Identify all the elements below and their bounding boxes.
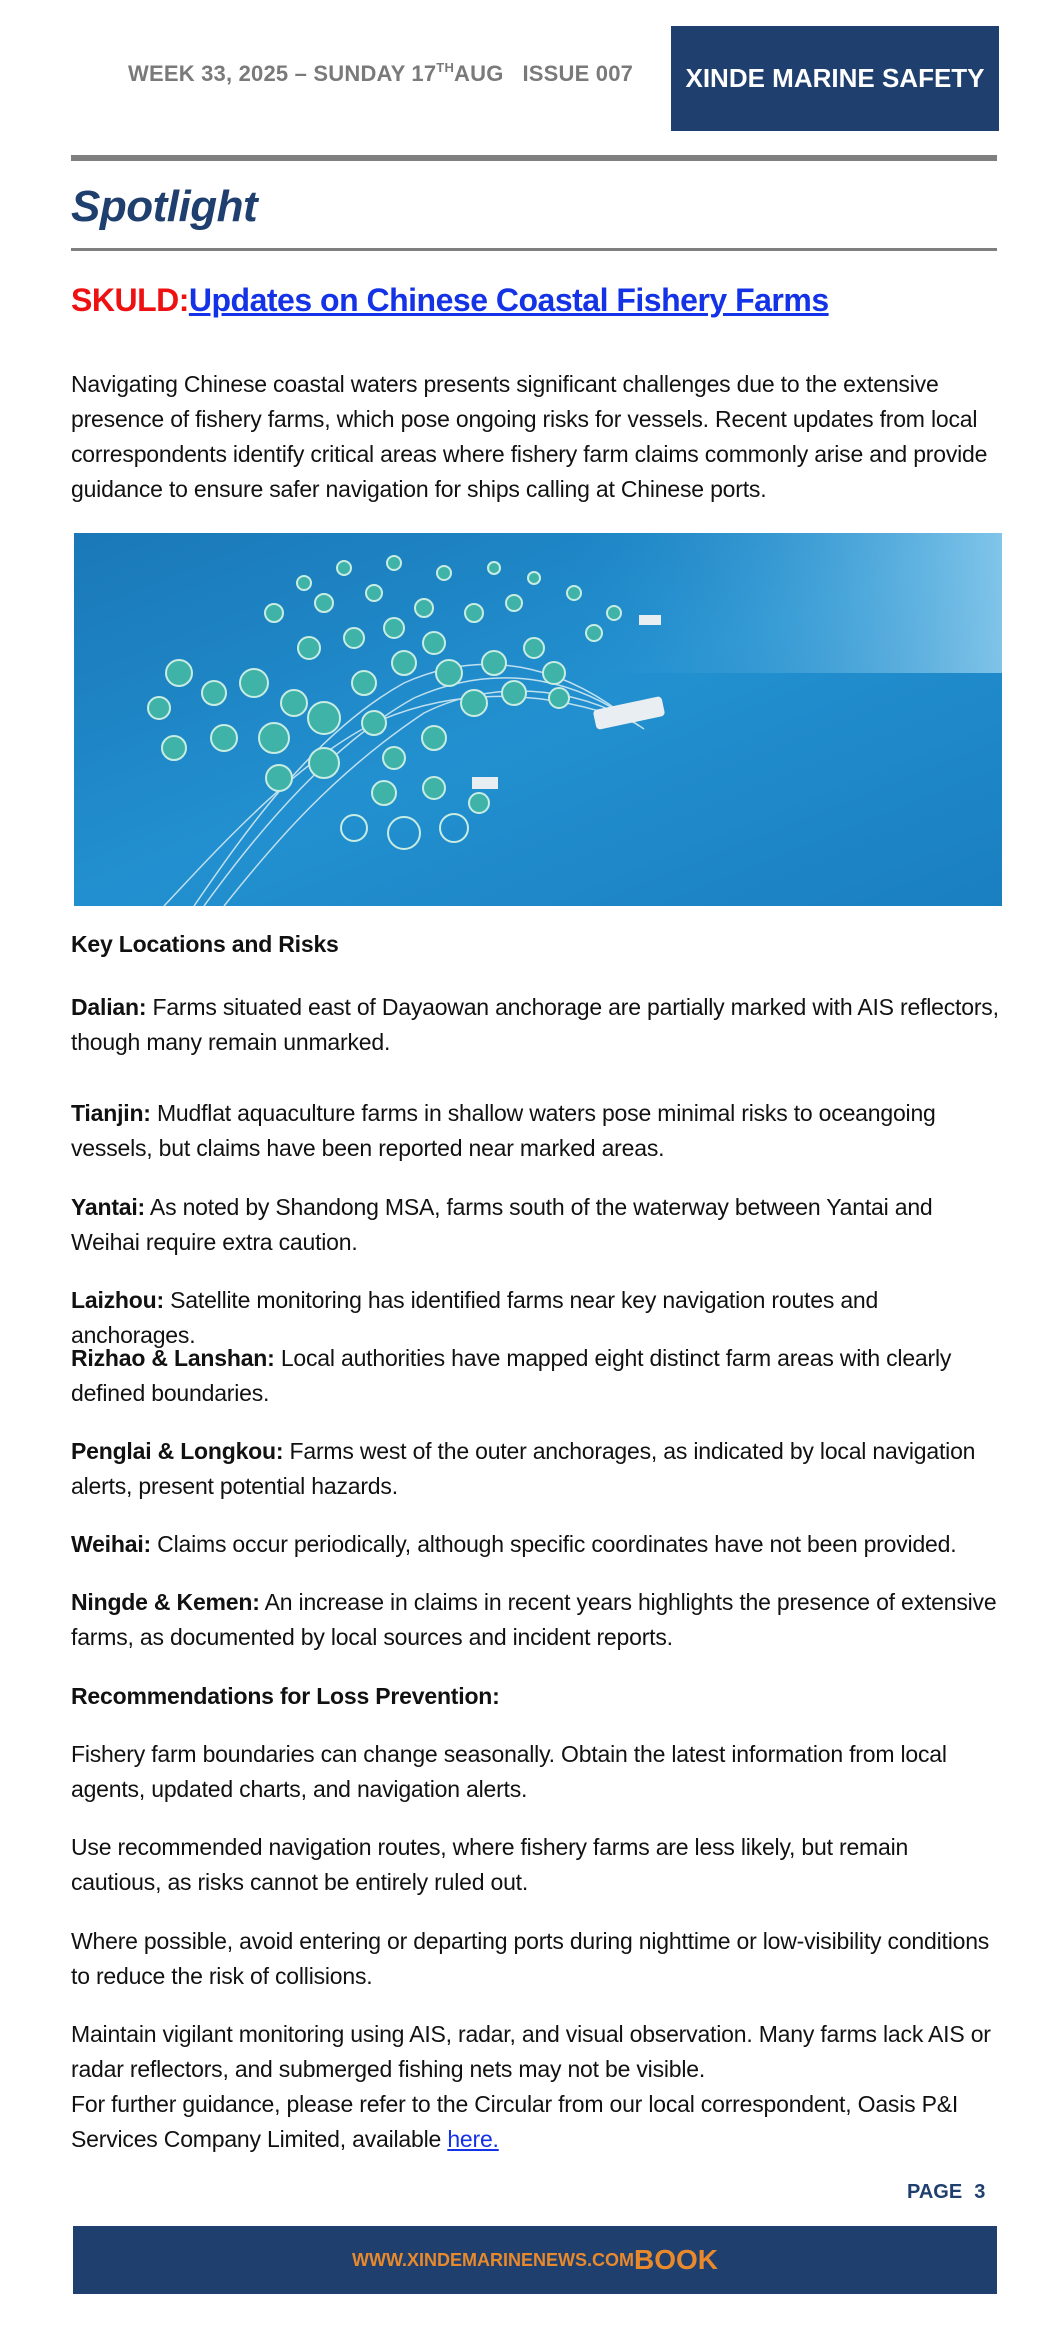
source-label: SKULD: [71, 282, 189, 318]
section-rule [71, 248, 997, 251]
recommendation-item: Where possible, avoid entering or departing ports during nighttime or low-visibility conditions to reduce the risk of collisions. [71, 1928, 990, 1989]
dash: – [294, 61, 308, 86]
location-item: Weihai: Claims occur periodically, although specific coordinates have not been provided. [71, 1531, 957, 1557]
article-headline [71, 282, 829, 319]
closing-paragraph: For further guidance, please refer to the Circular from our local correspondent, Oasis P&I Services Company Limited, available here. [71, 2091, 959, 2152]
recommendations-heading: Recommendations for Loss Prevention: [71, 1683, 500, 1709]
location-item: Yantai: As noted by Shandong MSA, farms south of the waterway between Yantai and Weihai require extra caution. [71, 1194, 933, 1255]
issue-label: ISSUE 007 [522, 61, 634, 86]
page-value: 3 [974, 2181, 986, 2203]
intro-paragraph: Navigating Chinese coastal waters presents significant challenges due to the extensive presence of fishery farms, which pose ongoing risks for vessels. Recent updates from local correspondents identify critical areas where fishery farm claims commonly arise and provide guidance to ensure safer navigation for ships calling at Chinese ports. [71, 371, 988, 502]
recommendation-item: Maintain vigilant monitoring using AIS, radar, and visual observation. Many farms lack AIS or radar reflectors, and submerged fishing nets may not be visible. [71, 2021, 991, 2082]
day-label: SUNDAY 17THAUG [313, 60, 504, 86]
location-item: Rizhao & Lanshan: Local authorities have mapped eight distinct farm areas with clearly defined boundaries. [71, 1345, 952, 1406]
fish-farm-photo [74, 533, 1002, 906]
location-item: Penglai & Longkou: Farms west of the outer anchorages, as indicated by local navigation alerts, present potential hazards. [71, 1438, 976, 1499]
brand-box [671, 26, 999, 131]
page-label: PAGE [907, 2181, 963, 2203]
location-item: Ningde & Kemen: An increase in claims in recent years highlights the presence of extensive farms, as documented by local sources and incident reports. [71, 1589, 997, 1650]
header-rule [71, 155, 997, 161]
issue-line [128, 60, 633, 87]
week-label: WEEK 33, 2025 [128, 61, 289, 86]
section-title: Spotlight [71, 182, 258, 231]
brand-name: XINDE MARINE SAFETY [685, 63, 985, 93]
website-link[interactable]: WWW.XINDEMARINENEWS.COM [352, 2249, 634, 2270]
circular-link[interactable]: here. [447, 2126, 499, 2152]
key-locations-heading: Key Locations and Risks [71, 931, 339, 957]
headline-link[interactable]: Updates on Chinese Coastal Fishery Farms [188, 282, 829, 318]
page-number [907, 2181, 985, 2204]
location-item: Tianjin: Mudflat aquaculture farms in shallow waters pose minimal risks to oceangoing vessels, but claims have been reported near marked areas. [71, 1100, 936, 1161]
footer-bar [73, 2226, 997, 2294]
location-item: Dalian: Farms situated east of Dayaowan anchorage are partially marked with AIS reflectors, though many remain unmarked. [71, 994, 999, 1055]
location-item: Laizhou: Satellite monitoring has identified farms near key navigation routes and anchorages. [71, 1287, 879, 1348]
recommendation-item: Fishery farm boundaries can change seasonally. Obtain the latest information from local agents, updated charts, and navigation alerts. [71, 1741, 947, 1802]
book-label: BOOK [633, 2244, 718, 2275]
recommendation-item: Use recommended navigation routes, where fishery farms are less likely, but remain cautious, as risks cannot be entirely ruled out. [71, 1834, 909, 1895]
